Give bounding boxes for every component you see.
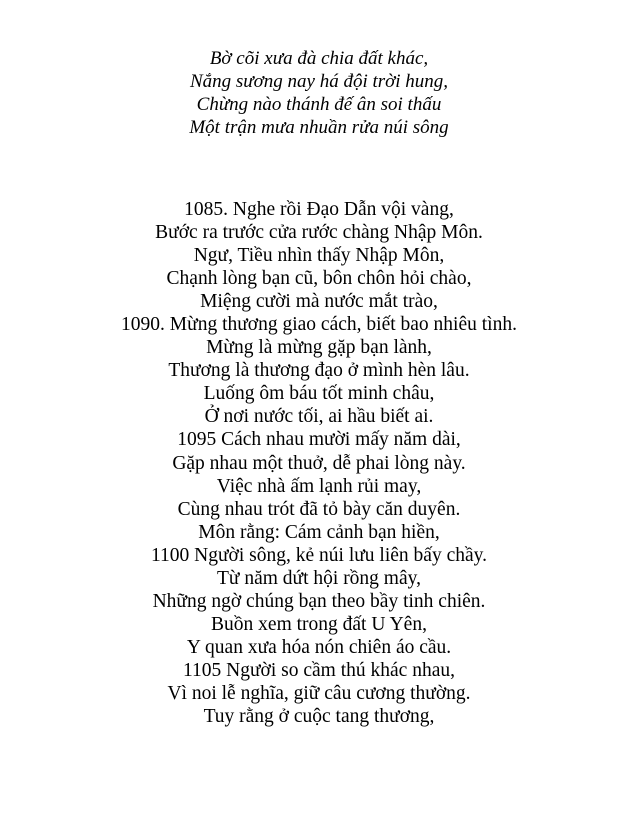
poem-line: 1100 Người sông, kẻ núi lưu liên bấy chầy. bbox=[151, 544, 487, 566]
poem-line: Mừng là mừng gặp bạn lành, bbox=[206, 337, 432, 359]
intro-line: Chừng nào thánh đế ân soi thấu bbox=[196, 94, 442, 115]
poem-line: Buồn xem trong đất U Yên, bbox=[211, 613, 427, 635]
poem-line: Luống ôm báu tốt minh châu, bbox=[203, 383, 435, 405]
intro-stanza bbox=[0, 47, 638, 139]
poem-line: Vì noi lễ nghĩa, giữ câu cương thường. bbox=[167, 682, 471, 704]
poem-line: Y quan xưa hóa nón chiên áo cầu. bbox=[186, 636, 452, 658]
poem-line: Cùng nhau trót đã tỏ bày căn duyên. bbox=[177, 498, 461, 520]
poem-line: Môn rằng: Cám cảnh bạn hiền, bbox=[198, 521, 440, 543]
poem-line: Những ngờ chúng bạn theo bầy tinh chiên. bbox=[152, 590, 486, 612]
poem-line: Tuy rằng ở cuộc tang thương, bbox=[203, 706, 435, 728]
poem-line: Từ năm dứt hội rồng mây, bbox=[216, 567, 421, 589]
poem-line: Ở nơi nước tối, ai hầu biết ai. bbox=[204, 406, 434, 428]
poem-line: Chạnh lòng bạn cũ, bôn chôn hỏi chào, bbox=[166, 268, 472, 290]
poem-line: Miệng cười mà nước mắt trào, bbox=[200, 291, 438, 313]
poem-line: Việc nhà ấm lạnh rủi may, bbox=[216, 475, 422, 497]
intro-line: Bờ cõi xưa đà chia đất khác, bbox=[209, 48, 429, 69]
intro-line: Nắng sương nay há đội trời hung, bbox=[189, 71, 449, 92]
poem-line: 1085. Nghe rồi Đạo Dẫn vội vàng, bbox=[184, 199, 454, 220]
poem-line: Bước ra trước cửa rước chàng Nhập Môn. bbox=[155, 222, 483, 244]
intro-line: Một trận mưa nhuần rửa núi sông bbox=[189, 117, 449, 138]
poem-line: 1090. Mừng thương giao cách, biết bao nhiêu tình. bbox=[121, 314, 517, 336]
poem-line: Thương là thương đạo ở mình hèn lâu. bbox=[168, 360, 470, 382]
poem-line: Gặp nhau một thuở, dễ phai lòng này. bbox=[172, 452, 466, 474]
poem-line: 1095 Cách nhau mười mấy năm dài, bbox=[177, 429, 461, 451]
poem-line: 1105 Người so cầm thú khác nhau, bbox=[183, 659, 455, 681]
poem-body bbox=[0, 198, 638, 728]
poem-line: Ngư, Tiều nhìn thấy Nhập Môn, bbox=[193, 245, 445, 267]
